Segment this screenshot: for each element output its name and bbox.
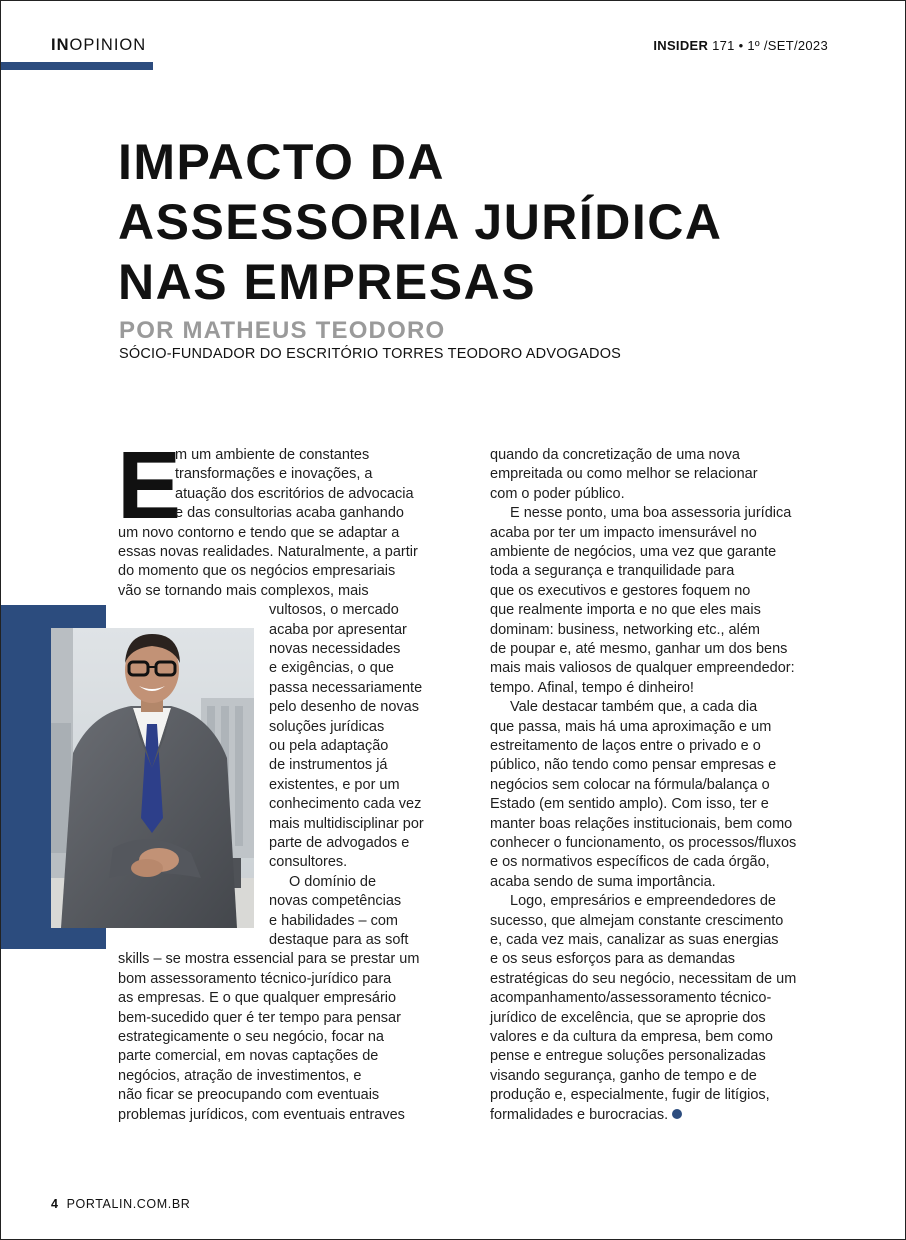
body-line: acaba por apresentar <box>269 622 407 638</box>
body-line: acaba sendo de suma importância. <box>490 874 716 890</box>
author-role: SÓCIO-FUNDADOR DO ESCRITÓRIO TORRES TEODORO ADVOGADOS <box>119 346 622 362</box>
body-line: de poupar e, até mesmo, ganhar um dos bens <box>490 641 788 657</box>
body-line: Estado (em sentido amplo). Com isso, ter e <box>490 796 769 812</box>
body-line: pelo desenho de novas <box>269 699 419 715</box>
body-line: as empresas. E o que qualquer empresário <box>118 990 397 1006</box>
body-line: novas competências <box>269 893 402 909</box>
body-line: conhecer o funcionamento, os processos/fluxos <box>490 835 797 851</box>
body-line: essas novas realidades. Naturalmente, a partir <box>118 544 418 560</box>
body-line: estreitamento de laços entre o privado e o <box>490 738 761 754</box>
section-accent-bar <box>1 62 153 70</box>
body-line: acompanhamento/assessoramento técnico- <box>490 990 772 1006</box>
body-line: que passa, mais há uma aproximação e um <box>490 719 772 735</box>
body-line: com o poder público. <box>490 486 625 502</box>
title-line: ASSESSORIA JURÍDICA <box>118 194 723 250</box>
body-line: existentes, e por um <box>269 777 400 793</box>
body-line: E nesse ponto, uma boa assessoria jurídica <box>510 505 792 521</box>
magazine-name: INSIDER <box>653 38 709 53</box>
body-line: vão se tornando mais complexos, mais <box>118 583 369 599</box>
body-line: Vale destacar também que, a cada dia <box>510 699 758 715</box>
body-line: parte de advogados e <box>269 835 410 851</box>
end-of-article-dot-icon <box>672 1109 682 1119</box>
body-line: bom assessoramento técnico-jurídico para <box>118 971 392 987</box>
body-line: conhecimento cada vez <box>269 796 422 812</box>
body-line: do momento que os negócios empresariais <box>118 563 396 579</box>
author-photo <box>51 628 254 928</box>
body-line: m um ambiente de constantes <box>175 447 370 463</box>
body-line: de instrumentos já <box>269 757 388 773</box>
body-line: toda a segurança e tranquilidade para <box>490 563 735 579</box>
body-line: tempo. Afinal, tempo é dinheiro! <box>490 680 694 696</box>
body-line: bem-sucedido quer é ter tempo para pensar <box>118 1010 401 1026</box>
body-line: jurídico de excelência, que se aproprie dos <box>490 1010 766 1026</box>
body-line: mais multidisciplinar por <box>269 816 424 832</box>
body-line: negócios, atração de investimentos, e <box>118 1068 362 1084</box>
body-line: passa necessariamente <box>269 680 423 696</box>
body-line: consultores. <box>269 854 348 870</box>
body-line: público, não tendo como pensar empresas e <box>490 757 777 773</box>
body-line: novas necessidades <box>269 641 401 657</box>
body-line: soluções jurídicas <box>269 719 385 735</box>
body-line-last <box>490 1106 682 1125</box>
body-line: não ficar se preocupando com eventuais <box>118 1087 380 1103</box>
body-line: e das consultorias acaba ganhando <box>175 505 404 521</box>
body-line: pense e entregue soluções personalizadas <box>490 1048 766 1064</box>
title-line: NAS EMPRESAS <box>118 254 537 310</box>
body-line: sucesso, que almejam constante crescimento <box>490 913 784 929</box>
drop-cap: E <box>117 432 182 539</box>
body-line: que os executivos e gestores foquem no <box>490 583 751 599</box>
body-line: transformações e inovações, a <box>175 466 373 482</box>
body-line: mais mais valiosos de qualquer empreendedor: <box>490 660 795 676</box>
page-number: 4 <box>51 1197 59 1211</box>
body-line: e, cada vez mais, canalizar as suas energias <box>490 932 779 948</box>
title-line: IMPACTO DA <box>118 134 446 190</box>
body-line: quando da concretização de uma nova <box>490 447 740 463</box>
body-line: empreitada ou como melhor se relacionar <box>490 466 758 482</box>
issue-date: 171 • 1º /SET/2023 <box>712 38 828 53</box>
body-line: ambiente de negócios, uma vez que garante <box>490 544 777 560</box>
footer-site: PORTALIN.COM.BR <box>66 1197 191 1211</box>
body-line: valores e da cultura da empresa, bem como <box>490 1029 773 1045</box>
body-line: e os normativos específicos de cada órgão, <box>490 854 770 870</box>
section-label-bold: IN <box>51 36 70 54</box>
body-line-text: formalidades e burocracias. <box>490 1107 669 1123</box>
body-line: Logo, empresários e empreendedores de <box>510 893 776 909</box>
body-line: destaque para as soft <box>269 932 409 948</box>
author-byline: POR MATHEUS TEODORO <box>119 317 446 344</box>
body-line: problemas jurídicos, com eventuais entraves <box>118 1107 405 1123</box>
body-line: negócios sem colocar na fórmula/balança o <box>490 777 770 793</box>
article-title <box>118 132 723 312</box>
body-line: e habilidades – com <box>269 913 398 929</box>
body-line: manter boas relações institucionais, bem como <box>490 816 793 832</box>
body-line: que realmente importa e no que eles mais <box>490 602 761 618</box>
issue-info <box>653 38 828 53</box>
body-line: ou pela adaptação <box>269 738 389 754</box>
body-line: e os seus esforços para as demandas <box>490 951 736 967</box>
body-line: e exigências, o que <box>269 660 394 676</box>
body-line: O domínio de <box>289 874 377 890</box>
author-portrait-illustration <box>51 628 254 928</box>
body-line: atuação dos escritórios de advocacia <box>175 486 414 502</box>
section-label <box>51 36 146 55</box>
page-footer <box>51 1197 190 1211</box>
body-line: dominam: business, networking etc., além <box>490 622 760 638</box>
body-line: vultosos, o mercado <box>269 602 399 618</box>
body-line: parte comercial, em novas captações de <box>118 1048 379 1064</box>
body-line: estratégicas do seu negócio, necessitam de um <box>490 971 797 987</box>
body-line: produção e, especialmente, fugir de litígios, <box>490 1087 770 1103</box>
body-line: skills – se mostra essencial para se prestar um <box>118 951 420 967</box>
body-line: acaba por ter um impacto imensurável no <box>490 525 757 541</box>
body-line: visando segurança, ganho de tempo e de <box>490 1068 757 1084</box>
body-line: um novo contorno e tendo que se adaptar a <box>118 525 400 541</box>
body-line: estrategicamente o seu negócio, focar na <box>118 1029 384 1045</box>
section-label-rest: OPINION <box>69 36 147 54</box>
